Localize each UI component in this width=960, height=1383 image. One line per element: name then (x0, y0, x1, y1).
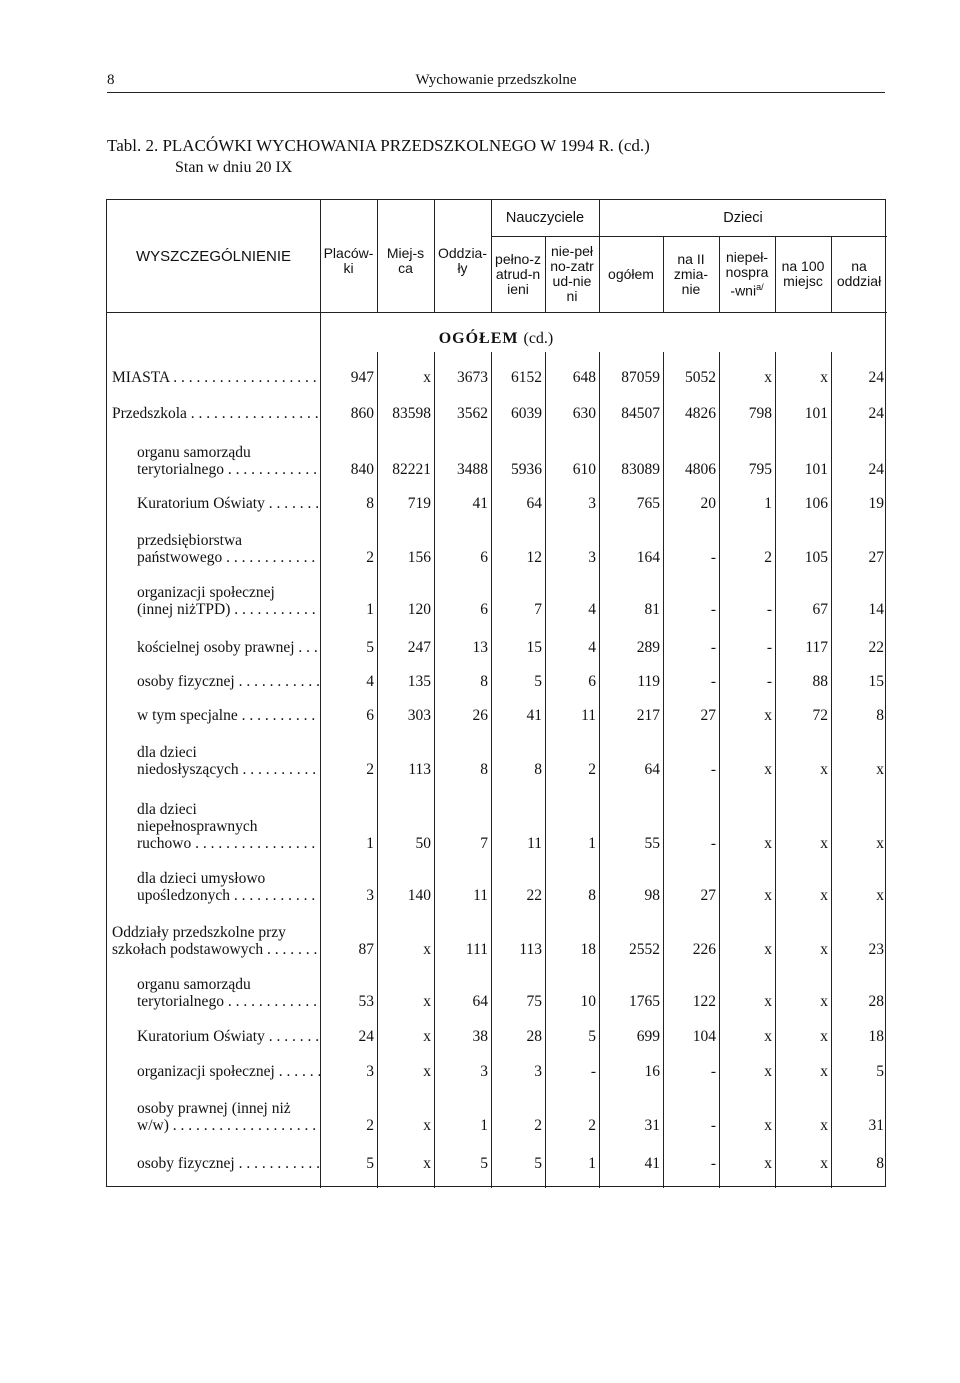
section-title-main: OGÓŁEM (438, 330, 519, 347)
table-cell: x (820, 1028, 828, 1045)
table-cell: - (590, 1063, 596, 1080)
row-label-line: organu samorządu (137, 976, 251, 993)
table-cell: x (876, 887, 884, 904)
table-cell: 795 (748, 461, 772, 478)
table-row (107, 1060, 887, 1080)
table-cell: 164 (636, 549, 660, 566)
row-label-line: upośledzonych . . . (137, 887, 320, 904)
row-label-line: organizacji społecznej . . . (137, 1063, 320, 1080)
header-pelno-text: pełno-zatrud-nieni (495, 250, 541, 297)
row-label-line: terytorialnego . . . (137, 993, 320, 1010)
row-label-line: niedosłyszących . . . (137, 761, 320, 778)
header-na-oddzial (831, 236, 887, 312)
table-cell: 19 (868, 495, 884, 512)
table-row (107, 870, 887, 904)
row-label (137, 639, 320, 656)
table-cell: 53 (358, 993, 374, 1010)
table-cell: 5 (588, 1028, 596, 1045)
table-cell: 98 (644, 887, 660, 904)
table-cell: x (764, 887, 772, 904)
table-cell: 5052 (685, 369, 716, 386)
row-label-line: MIASTA . . . (112, 369, 320, 386)
table-cell: 1765 (629, 993, 660, 1010)
table-cell: 2 (588, 761, 596, 778)
table-cell: 3 (588, 495, 596, 512)
header-niepelnosprawni-text (724, 250, 770, 299)
header-bottom-rule (107, 312, 887, 313)
header-placowki-text: Placów-ki (323, 245, 374, 276)
row-label-line: organizacji społecznej (137, 584, 275, 601)
table-row (107, 584, 887, 618)
table-cell: 5 (534, 673, 542, 690)
table-cell: 765 (636, 495, 660, 512)
table-cell: - (710, 1063, 716, 1080)
table-cell: 156 (407, 549, 431, 566)
row-label-line: kościelnej osoby prawnej . . . (137, 639, 320, 656)
table-cell: 5 (366, 1155, 374, 1172)
table-cell: 5 (480, 1155, 488, 1172)
row-label (137, 707, 320, 724)
table-cell: 3 (366, 1063, 374, 1080)
table-cell: 31 (868, 1117, 884, 1134)
table-cell: x (820, 835, 828, 852)
running-title: Wychowanie przedszkolne (415, 72, 577, 88)
col-rule (719, 236, 720, 312)
table-cell: 50 (415, 835, 431, 852)
table-cell: 2 (366, 1117, 374, 1134)
row-label-line: ruchowo . . . (137, 835, 320, 852)
table-cell: 13 (472, 639, 488, 656)
row-label (137, 673, 320, 690)
row-label-line: terytorialnego . . . (137, 461, 320, 478)
table-cell: - (766, 601, 772, 618)
table-cell: 6 (588, 673, 596, 690)
row-label-line: osoby prawnej (innej niż (137, 1100, 291, 1117)
table-cell: 64 (526, 495, 542, 512)
row-label (112, 924, 320, 958)
table-cell: 6 (480, 549, 488, 566)
row-label (137, 444, 320, 478)
table-cell: 217 (636, 707, 660, 724)
table-cell: 38 (472, 1028, 488, 1045)
table-cell: 16 (644, 1063, 660, 1080)
table-cell: 3488 (457, 461, 488, 478)
table-cell: 1 (588, 1155, 596, 1172)
table-cell: 5 (876, 1063, 884, 1080)
table-cell: 11 (527, 835, 542, 852)
table-cell: x (423, 941, 431, 958)
table-row (107, 744, 887, 778)
col-rule (599, 200, 600, 312)
table-cell: x (820, 369, 828, 386)
row-label-line: dla dzieci umysłowo (137, 870, 266, 887)
table-cell: x (423, 993, 431, 1010)
table-cell: 140 (407, 887, 431, 904)
table-cell: 26 (472, 707, 488, 724)
table-cell: 4826 (685, 405, 716, 422)
table-cell: 55 (644, 835, 660, 852)
table-cell: 1 (764, 495, 772, 512)
caption-title: Tabl. 2. PLACÓWKI WYCHOWANIA PRZEDSZKOLNEGO W 1994 R. (cd.) (107, 136, 650, 155)
header-niepelnosprawni (719, 236, 775, 312)
row-label (137, 976, 320, 1010)
row-label (137, 1155, 320, 1172)
row-label-line: w/w) . . . (137, 1117, 320, 1134)
col-rule (377, 200, 378, 312)
table-cell: 41 (526, 707, 542, 724)
row-label (137, 870, 320, 904)
table-cell: x (820, 1155, 828, 1172)
table-cell: 27 (700, 887, 716, 904)
table-cell: 104 (692, 1028, 716, 1045)
table-cell: 87059 (621, 369, 660, 386)
table-cell: 105 (804, 549, 828, 566)
table-cell: 289 (636, 639, 660, 656)
col-rule (775, 236, 776, 312)
table-cell: 3673 (457, 369, 488, 386)
table-cell: 1 (480, 1117, 488, 1134)
row-label (112, 405, 320, 422)
header-niepelno-text: nie-pełno-zatrud-nieni (550, 243, 594, 304)
table-cell: 113 (519, 941, 542, 958)
row-label-line: dla dzieci (137, 744, 197, 761)
table-cell: 120 (407, 601, 431, 618)
table-cell: 67 (812, 601, 828, 618)
table-cell: 4806 (685, 461, 716, 478)
table-cell: 24 (868, 405, 884, 422)
running-header (107, 72, 885, 93)
table-cell: 699 (636, 1028, 660, 1045)
table-cell: x (764, 1063, 772, 1080)
table-cell: 41 (472, 495, 488, 512)
header-nauczyciele: Nauczyciele (505, 209, 585, 226)
table-cell: 23 (868, 941, 884, 958)
header-niepelnosprawni-label: niepeł-nospra-wni (725, 248, 769, 299)
table-cell: 27 (868, 549, 884, 566)
table-cell: 2 (764, 549, 772, 566)
table-cell: x (764, 941, 772, 958)
table-cell: 12 (526, 549, 542, 566)
table-cell: 72 (812, 707, 828, 724)
table-cell: 87 (358, 941, 374, 958)
table-cell: - (710, 673, 716, 690)
row-label (137, 532, 320, 566)
table-cell: x (820, 1063, 828, 1080)
row-label (137, 801, 320, 852)
header-oddzialy (434, 200, 491, 312)
table-cell: 226 (692, 941, 716, 958)
table-cell: 3 (480, 1063, 488, 1080)
table-cell: 88 (812, 673, 828, 690)
table-cell: 113 (408, 761, 431, 778)
header-group-rule (491, 236, 887, 237)
table-cell: - (710, 835, 716, 852)
table-cell: 22 (868, 639, 884, 656)
row-label-line: niepełnosprawnych (137, 818, 258, 835)
table-cell: 6152 (511, 369, 542, 386)
table-cell: 28 (868, 993, 884, 1010)
table-row (107, 1100, 887, 1134)
table-cell: - (710, 549, 716, 566)
table-cell: 303 (407, 707, 431, 724)
table-cell: x (876, 835, 884, 852)
table-cell: x (764, 369, 772, 386)
table-cell: 24 (868, 461, 884, 478)
table-row (107, 704, 887, 724)
table-cell: x (820, 993, 828, 1010)
table-cell: 8 (480, 673, 488, 690)
table-cell: 719 (407, 495, 431, 512)
table-cell: 840 (350, 461, 374, 478)
table-cell: 4 (588, 601, 596, 618)
row-label-line: szkołach podstawowych . . . (112, 941, 320, 958)
row-label-line: (innej niżTPD) . . . (137, 601, 320, 618)
table-cell: 6039 (511, 405, 542, 422)
section-title-suffix: (cd.) (523, 330, 554, 347)
table-cell: 83598 (392, 405, 431, 422)
table-cell: 41 (644, 1155, 660, 1172)
row-label (137, 584, 320, 618)
page-number: 8 (107, 72, 115, 88)
header-oddzialy-text: Oddzia-ły (437, 245, 488, 276)
table-cell: 947 (350, 369, 374, 386)
table-cell: x (820, 941, 828, 958)
footnote-marker: a/ (756, 281, 764, 292)
table-cell: x (423, 1155, 431, 1172)
table-cell: 630 (572, 405, 596, 422)
row-label (112, 369, 320, 386)
header-placowki (320, 200, 377, 312)
table-cell: 15 (868, 673, 884, 690)
header-na100-text: na 100 miejsc (781, 258, 825, 289)
col-rule (434, 200, 435, 312)
header-ogolem: ogółem (608, 265, 654, 282)
table-cell: 4 (588, 639, 596, 656)
table-cell: - (710, 639, 716, 656)
table-cell: x (423, 369, 431, 386)
table-cell: x (764, 1155, 772, 1172)
table-cell: 2 (534, 1117, 542, 1134)
table-cell: 106 (804, 495, 828, 512)
table-cell: x (820, 1117, 828, 1134)
table-cell: 3 (534, 1063, 542, 1080)
header-wyszczegolnienie: WYSZCZEGÓLNIENIE (135, 247, 292, 265)
table-cell: 8 (876, 1155, 884, 1172)
table-cell: 247 (407, 639, 431, 656)
table-cell: x (876, 761, 884, 778)
table-cell: x (423, 1063, 431, 1080)
table-cell: 101 (804, 461, 828, 478)
header-naoddzial-text: na oddział (836, 258, 882, 289)
header-na-ii-zmianie (663, 236, 719, 312)
row-label-line: w tym specjalne . . . (137, 707, 320, 724)
table-cell: x (764, 1028, 772, 1045)
row-label-line: organu samorządu (137, 444, 251, 461)
table-cell: x (764, 707, 772, 724)
row-label (137, 1028, 320, 1045)
table-cell: 610 (572, 461, 596, 478)
table-row (107, 366, 887, 386)
table-cell: - (710, 1117, 716, 1134)
table-cell: x (764, 993, 772, 1010)
table-cell: 1 (588, 835, 596, 852)
row-label-line: przedsiębiorstwa (137, 532, 243, 549)
row-label-line: osoby fizycznej . . . (137, 1155, 320, 1172)
header-na-100-miejsc (775, 236, 831, 312)
table-cell: 3 (588, 549, 596, 566)
table-cell: 2 (366, 549, 374, 566)
table-cell: 20 (700, 495, 716, 512)
table-cell: 5 (366, 639, 374, 656)
section-title (107, 330, 885, 348)
table-cell: 75 (526, 993, 542, 1010)
table-row (107, 1152, 887, 1172)
table-cell: 27 (700, 707, 716, 724)
table-cell: 8 (480, 761, 488, 778)
table-cell: x (820, 761, 828, 778)
header-pelnozatrudnieni (491, 236, 545, 312)
table-cell: - (710, 1155, 716, 1172)
table-row (107, 976, 887, 1010)
row-label-line: osoby fizycznej . . . (137, 673, 320, 690)
table-cell: 64 (644, 761, 660, 778)
table-cell: 119 (637, 673, 660, 690)
header-na2-text: na II zmia-nie (673, 250, 709, 297)
row-label-line: państwowego . . . (137, 549, 320, 566)
table-cell: 64 (472, 993, 488, 1010)
row-label-line: Przedszkola . . . (112, 405, 320, 422)
table-cell: 3 (366, 887, 374, 904)
table-cell: 3562 (457, 405, 488, 422)
table-cell: 24 (868, 369, 884, 386)
table-cell: 648 (572, 369, 596, 386)
table-cell: 1 (366, 835, 374, 852)
table-cell: 5936 (511, 461, 542, 478)
row-label-line: dla dzieci (137, 801, 197, 818)
col-rule (545, 236, 546, 312)
table-caption (107, 136, 650, 177)
table-cell: 860 (350, 405, 374, 422)
table-row (107, 402, 887, 422)
table-cell: 22 (526, 887, 542, 904)
table-cell: - (710, 761, 716, 778)
table-cell: 111 (465, 941, 488, 958)
table-cell: 8 (588, 887, 596, 904)
table-cell: 11 (473, 887, 488, 904)
table-row (107, 492, 887, 512)
table-cell: 24 (358, 1028, 374, 1045)
col-rule (491, 200, 492, 312)
table-cell: 7 (534, 601, 542, 618)
row-label (137, 495, 320, 512)
table-cell: x (764, 835, 772, 852)
table-cell: x (423, 1028, 431, 1045)
col-rule (663, 236, 664, 312)
table-cell: x (764, 761, 772, 778)
table-cell: 2 (366, 761, 374, 778)
table-cell: 5 (534, 1155, 542, 1172)
table-row (107, 532, 887, 566)
table-cell: 2 (588, 1117, 596, 1134)
table-row (107, 1025, 887, 1045)
header-niepelnozatrudnieni (545, 236, 599, 312)
table-cell: x (820, 887, 828, 904)
table-cell: 81 (644, 601, 660, 618)
row-label-line: Oddziały przedszkolne przy (112, 924, 286, 941)
table-cell: 18 (868, 1028, 884, 1045)
header-miejsca-text: Miej-sca (386, 245, 425, 276)
table-cell: 8 (876, 707, 884, 724)
table-cell: 15 (526, 639, 542, 656)
table-row (107, 670, 887, 690)
table-row (107, 636, 887, 656)
table-cell: 31 (644, 1117, 660, 1134)
table-cell: 8 (366, 495, 374, 512)
table-cell: 6 (366, 707, 374, 724)
table-cell: 1 (366, 601, 374, 618)
table-cell: 7 (480, 835, 488, 852)
table-cell: 6 (480, 601, 488, 618)
table-cell: 798 (748, 405, 772, 422)
table-cell: 82221 (392, 461, 431, 478)
table-cell: 83089 (621, 461, 660, 478)
table-cell: x (423, 1117, 431, 1134)
table-cell: - (766, 673, 772, 690)
table-cell: 122 (692, 993, 716, 1010)
table-cell: x (764, 1117, 772, 1134)
col-rule (831, 236, 832, 312)
row-label (137, 1063, 320, 1080)
table-cell: 135 (407, 673, 431, 690)
table-cell: 101 (804, 405, 828, 422)
table-cell: 4 (366, 673, 374, 690)
caption-date: Stan w dniu 20 IX (175, 159, 293, 176)
row-label (137, 744, 320, 778)
table-cell: - (766, 639, 772, 656)
table-cell: 11 (581, 707, 596, 724)
table-cell: 14 (868, 601, 884, 618)
row-label (137, 1100, 320, 1134)
table-cell: 8 (534, 761, 542, 778)
header-dzieci: Dzieci (723, 209, 763, 226)
table-row (107, 444, 887, 478)
table-cell: 28 (526, 1028, 542, 1045)
table-cell: 10 (580, 993, 596, 1010)
header-miejsca (377, 200, 434, 312)
row-label-line: Kuratorium Oświaty . . . (137, 495, 320, 512)
data-table (106, 199, 886, 1187)
table-cell: 18 (580, 941, 596, 958)
row-label-line: Kuratorium Oświaty . . . (137, 1028, 320, 1045)
table-cell: - (710, 601, 716, 618)
table-cell: 84507 (621, 405, 660, 422)
table-cell: 117 (805, 639, 828, 656)
table-row (107, 801, 887, 852)
table-row (107, 924, 887, 958)
table-cell: 2552 (629, 941, 660, 958)
